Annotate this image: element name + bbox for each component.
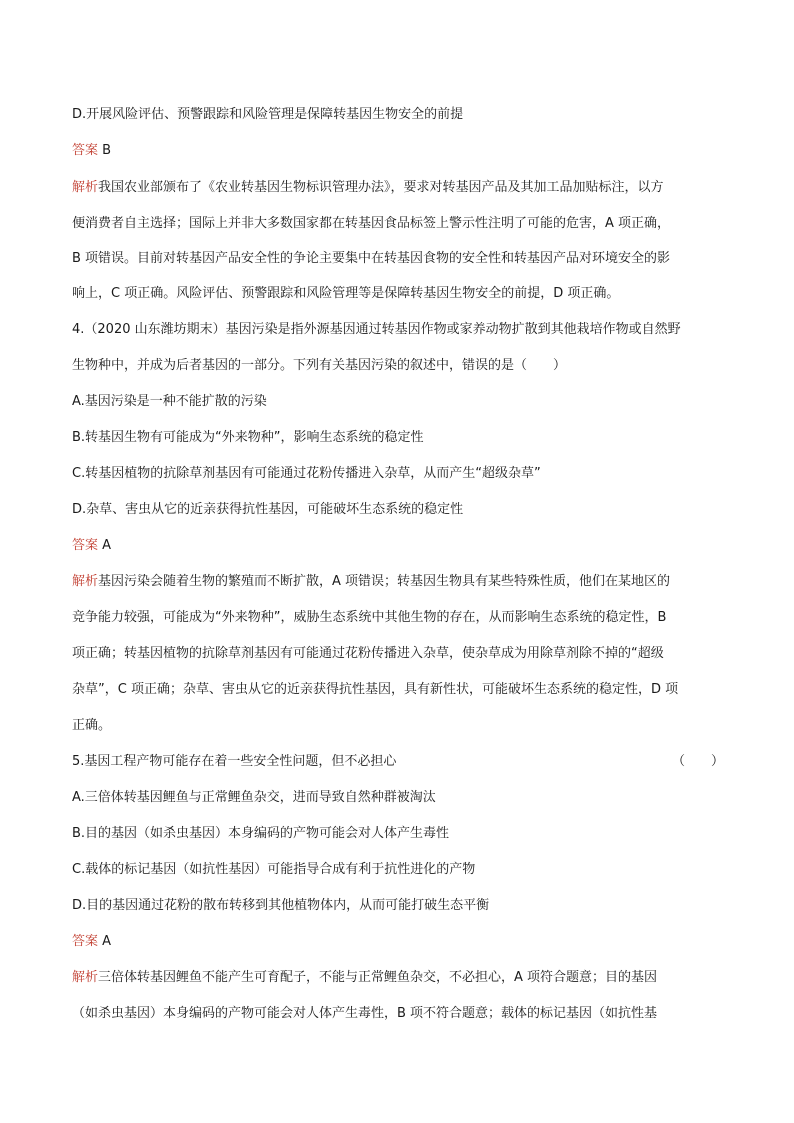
answer-label: 答案: [72, 934, 99, 949]
q4-answer-value: A: [102, 538, 112, 553]
q3-explanation-line-2: 便消费者自主选择；国际上并非大多数国家都在转基因食品标签上警示性注明了可能的危害，A 项正确，: [72, 216, 671, 231]
explanation-label: 解析: [72, 180, 99, 195]
q4-explanation-line-5: 正确。: [72, 718, 112, 733]
q3-explanation-line-3: B 项错误。目前对转基因产品安全性的争论主要集中在转基因食物的安全性和转基因产品对环境安全的影: [72, 251, 671, 266]
q3-option-d: D.开展风险评估、预警跟踪和风险管理是保障转基因生物安全的前提: [72, 107, 464, 122]
q4-stem-line-1: 4.（2020 山东潍坊期末）基因污染是指外源基因通过转基因作物或家养动物扩散到其他栽培作物或自然野: [72, 322, 681, 337]
q4-option-c: C.转基因植物的抗除草剂基因有可能通过花粉传播进入杂草，从而产生“超级杂草”: [72, 466, 541, 481]
q4-option-a: A.基因污染是一种不能扩散的污染: [72, 394, 267, 409]
explanation-label: 解析: [72, 970, 99, 985]
q5-answer-value: A: [102, 934, 112, 949]
q4-explanation-line-4: 杂草”，C 项正确；杂草、害虫从它的近亲获得抗性基因，具有新性状，可能破坏生态系统的稳定性，D 项: [72, 682, 679, 697]
q3-answer-value: B: [102, 143, 112, 158]
q3-explanation-line-4: 响上，C 项正确。风险评估、预警跟踪和风险管理等是保障转基因生物安全的前提，D 项正确。: [72, 286, 620, 301]
q5-explanation-line-2: （如杀虫基因）本身编码的产物可能会对人体产生毒性，B 项不符合题意；载体的标记基因（如抗性基: [72, 1006, 658, 1021]
q4-option-b: B.转基因生物有可能成为“外来物种”，影响生态系统的稳定性: [72, 430, 424, 445]
q5-option-b: B.目的基因（如杀虫基因）本身编码的产物可能会对人体产生毒性: [72, 826, 450, 841]
q3-explanation-line-1: 解析我国农业部颁布了《农业转基因生物标识管理办法》，要求对转基因产品及其加工品加贴标注，以方: [72, 180, 664, 195]
q5-option-c: C.载体的标记基因（如抗性基因）可能指导合成有利于抗性进化的产物: [72, 862, 476, 877]
q5-explanation-line-1: 解析三倍体转基因鲤鱼不能产生可育配子，不能与正常鲤鱼杂交，不必担心，A 项符合题意；目的基因: [72, 970, 658, 985]
q5-option-d: D.目的基因通过花粉的散布转移到其他植物体内，从而可能打破生态平衡: [72, 898, 490, 913]
q4-stem-line-2: 生物种中，并成为后者基因的一部分。下列有关基因污染的叙述中，错误的是（ ）: [72, 358, 567, 373]
q4-option-d: D.杂草、害虫从它的近亲获得抗性基因，可能破坏生态系统的稳定性: [72, 502, 464, 517]
q5-answer-paren: （ ）: [672, 754, 725, 769]
answer-label: 答案: [72, 143, 99, 158]
q4-explanation-line-1: 解析基因污染会随着生物的繁殖而不断扩散，A 项错误；转基因生物具有某些特殊性质，他们在某地区的: [72, 574, 671, 589]
q4-explanation-line-3: 项正确；转基因植物的抗除草剂基因有可能通过花粉传播进入杂草，使杂草成为用除草剂除不掉的“超级: [72, 646, 664, 661]
explanation-label: 解析: [72, 574, 99, 589]
q4-explanation-line-2: 竞争能力较强，可能成为“外来物种”，威胁生态系统中其他生物的存在，从而影响生态系统的稳定性，B: [72, 610, 667, 625]
q5-option-a: A.三倍体转基因鲤鱼与正常鲤鱼杂交，进而导致自然种群被淘汰: [72, 790, 436, 805]
answer-label: 答案: [72, 538, 99, 553]
q5-stem: 5.基因工程产物可能存在着一些安全性问题，但不必担心: [72, 754, 397, 769]
q5-answer: [72, 934, 111, 950]
q3-answer: [72, 143, 111, 159]
q4-answer: [72, 538, 111, 554]
